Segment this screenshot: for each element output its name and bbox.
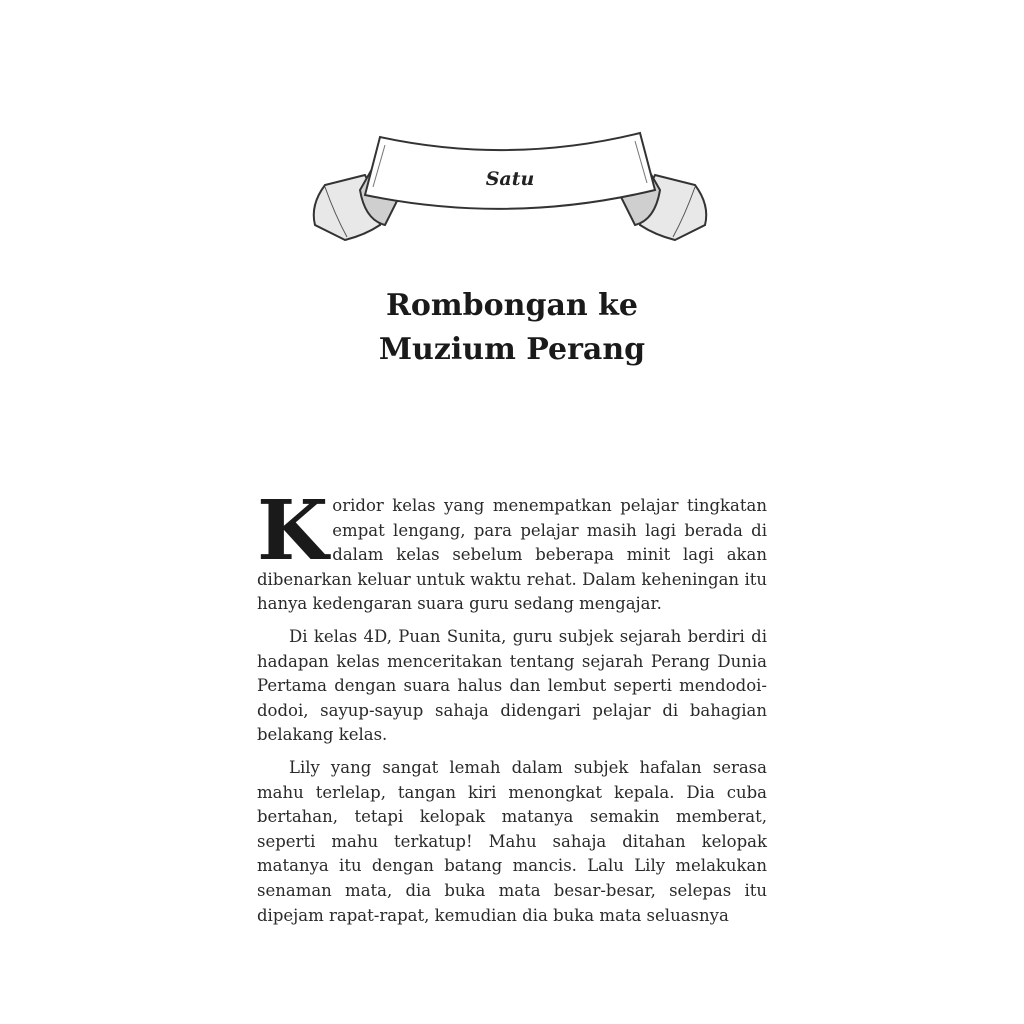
paragraph-2: Di kelas 4D, Puan Sunita, guru subjek sejarah berdiri di hadapan kelas menceritakan tentang sejarah Perang Dunia Pertama dengan suara halus dan lembut seperti mendodoi-dodoi, sayup-sayup sahaja didengari pelajar di bahagian belakang kelas. [257, 626, 767, 745]
chapter-banner [305, 125, 715, 255]
chapter-title [0, 284, 1024, 372]
drop-cap: K [257, 483, 329, 579]
paragraph-3: Lily yang sangat lemah dalam subjek hafalan serasa mahu terlelap, tangan kiri menongkat kepala. Dia cuba bertahan, tetapi kelopak matanya semakin memberat, seperti mahu terkatup! Mahu sahaja ditahan kelopak matanya itu dengan batang mancis. Lalu Lily melakukan senaman mata, dia buka mata besar-besar, selepas itu dipejam rapat-rapat, kemudian dia buka mata seluasnya [257, 757, 767, 925]
paragraph-1-text: oridor kelas yang menempatkan pelajar tingkatan empat lengang, para pelajar masih lagi berada di dalam kelas sebelum beberapa minit lagi akan dibenarkan keluar untuk waktu rehat. Dalam keheningan itu hanya kedengaran suara guru sedang mengajar. [257, 496, 767, 614]
chapter-title-line-1: Rombongan ke [385, 288, 639, 323]
chapter-title-line-2: Muzium Perang [378, 332, 646, 367]
ribbon-banner-icon [305, 125, 715, 255]
chapter-body [257, 483, 767, 936]
chapter-number-label: Satu [485, 168, 535, 190]
paragraph-1 [257, 483, 767, 617]
